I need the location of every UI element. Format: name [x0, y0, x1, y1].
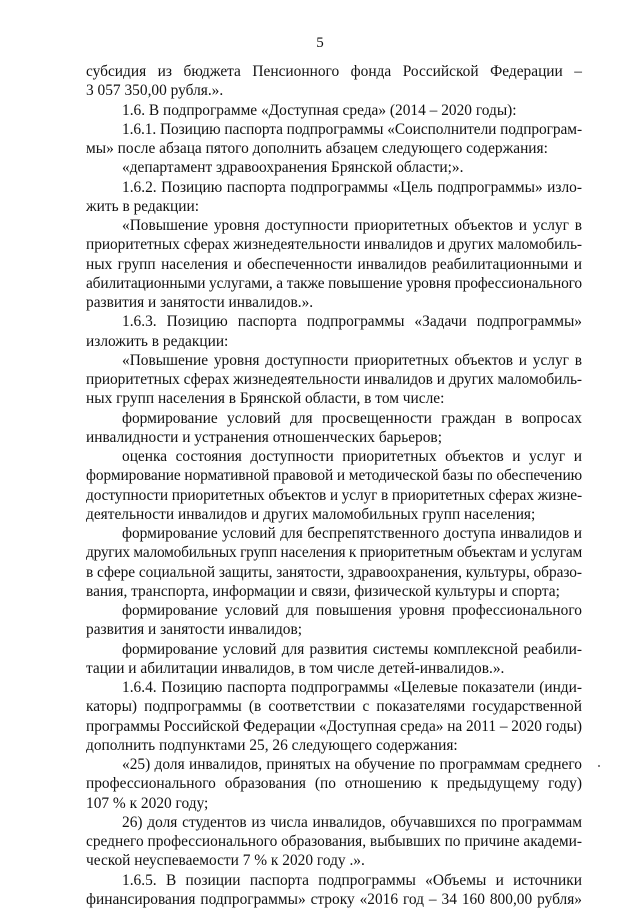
text-line: «25) доля инвалидов, принятых на обучение по программам среднего: [122, 756, 582, 773]
text-line: приоритетных сферах жизнедеятельности инвалидов и других маломобиль-: [86, 371, 582, 388]
text-line: ных групп населения в Брянской области, в том числе:: [86, 390, 445, 408]
text-line: 1.6.4. Позицию паспорта подпрограммы «Целевые показатели (инди-: [122, 679, 582, 696]
text-line: каторы) подпрограммы (в соответствии с показателями государственной: [86, 698, 582, 716]
text-line: 1.6.2. Позицию паспорта подпрограммы «Цель подпрограммы» изло-: [122, 178, 582, 196]
text-line: среднего профессионального образования, выбывших по причине академи-: [86, 833, 582, 850]
text-line: приоритетных сферах жизнедеятельности инвалидов и других маломобиль-: [86, 236, 582, 254]
text-line: изложить в редакции:: [86, 332, 229, 350]
document-body: [86, 62, 582, 909]
text-line: формирование нормативной правовой и методической базы по обеспечению: [86, 467, 583, 485]
text-line: развития и занятости инвалидов.».: [86, 294, 314, 311]
text-line: 107 % к 2020 году;: [86, 794, 209, 812]
text-line: ных групп населения и обеспеченности инвалидов реабилитационными и: [86, 255, 582, 273]
text-line: других маломобильных групп населения к приоритетным объектам и услугам: [86, 544, 583, 562]
text-line: вания, транспорта, информации и связи, физической культуры и спорта;: [86, 582, 560, 600]
text-line: программы Российской Федерации «Доступная среда» на 2011 – 2020 годы): [86, 717, 582, 735]
text-line: субсидия из бюджета Пенсионного фонда Российской Федерации –: [86, 63, 582, 80]
text-line: 3 057 350,00 рубля.».: [86, 82, 224, 100]
text-line: профессионального образования (по отношению к предыдущему году): [86, 775, 582, 793]
text-line: мы» после абзаца пятого дополнить абзацем следующего содержания:: [86, 140, 548, 157]
text-line: 1.6.3. Позицию паспорта подпрограммы «Задачи подпрограммы»: [122, 313, 582, 331]
text-line: формирование условий для повышения уровня профессионального: [122, 602, 582, 619]
text-line: «департамент здравоохранения Брянской области;».: [122, 159, 464, 177]
text-line: формирование условий для беспрепятственного доступа инвалидов и: [122, 525, 582, 542]
text-line: оценка состояния доступности приоритетных объектов и услуг и: [122, 448, 582, 465]
page-number: 5: [316, 35, 324, 51]
text-line: инвалидности и устранения отношенческих барьеров;: [86, 428, 442, 446]
text-line: финансирования подпрограммы» строку «2016 год – 34 160 800,00 рубля»: [86, 890, 582, 908]
text-line: «Повышение уровня доступности приоритетных объектов и услуг в: [122, 217, 582, 234]
text-line: формирование условий для просвещенности граждан в вопросах: [122, 409, 582, 427]
text-line: деятельности инвалидов и других маломобильных групп населения;: [86, 505, 536, 523]
scan-speck: [598, 765, 600, 767]
text-line: дополнить подпунктами 25, 26 следующего содержания:: [86, 736, 458, 754]
text-line: 1.6.1. Позицию паспорта подпрограммы «Соисполнители подпрограм-: [122, 120, 583, 138]
text-line: 1.6. В подпрограмме «Доступная среда» (2014 – 2020 годы):: [122, 101, 517, 119]
text-line: «Повышение уровня доступности приоритетных объектов и услуг в: [122, 351, 582, 369]
text-line: в сфере социальной защиты, занятости, здравоохранения, культуры, образо-: [86, 563, 582, 581]
text-line: тации и абилитации инвалидов, в том числе детей-инвалидов.».: [86, 659, 505, 677]
text-line: жить в редакции:: [86, 197, 200, 215]
text-line: доступности приоритетных объектов и услуг в приоритетных сферах жизне-: [86, 486, 582, 504]
text-line: развития и занятости инвалидов;: [86, 621, 303, 639]
text-line: абилитационными услугами, а также повышение уровня профессионального: [86, 274, 582, 292]
text-line: 1.6.5. В позиции паспорта подпрограммы «Объемы и источники: [122, 871, 582, 889]
text-line: формирование условий для развития системы комплексной реабили-: [122, 640, 582, 658]
text-line: 26) доля студентов из числа инвалидов, обучавшихся по программам: [122, 813, 582, 831]
text-line: ческой неуспеваемости 7 % к 2020 году .».: [86, 852, 365, 870]
